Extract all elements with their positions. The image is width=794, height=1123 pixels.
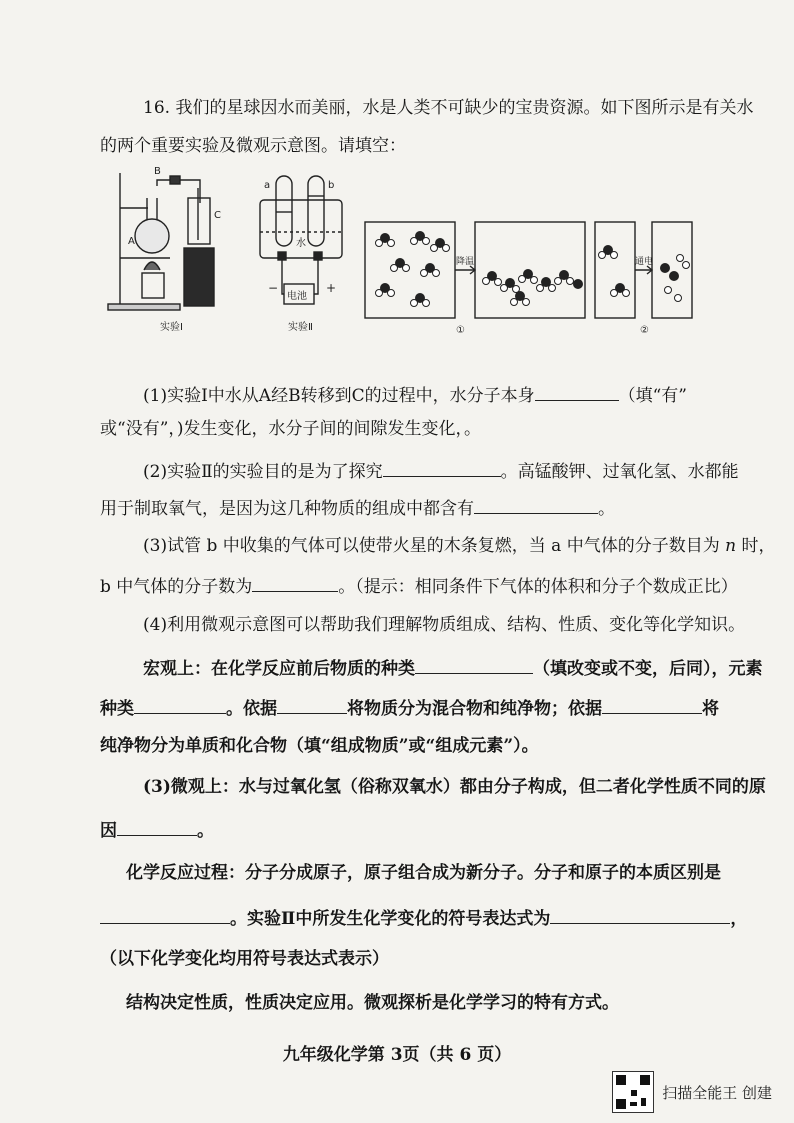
label-a: a — [264, 180, 271, 191]
macro-text-c: 种类 — [100, 699, 134, 719]
scanner-watermark — [612, 1071, 772, 1113]
label-C: C — [214, 210, 221, 221]
p2-text-a: (2)实验Ⅱ的实验目的是为了探究 — [143, 462, 383, 482]
p2-line1 — [143, 458, 739, 483]
label-b: b — [328, 180, 335, 191]
p1-text-a: (1)实验Ⅰ中水从A经B转移到C的过程中，水分子本身 — [143, 386, 535, 406]
exp1-caption: 实验Ⅰ — [160, 322, 183, 333]
p2-text-c: 用于制取氧气，是因为这几种物质的组成中都含有 — [100, 499, 474, 519]
water-molecules-box2 — [483, 269, 584, 306]
step2-label: 通电 — [635, 257, 654, 267]
page-footer: 九年级化学第 3页（共 6 页） — [282, 1045, 512, 1065]
label-B: B — [154, 166, 161, 177]
variable-n: n — [725, 536, 737, 556]
process-line1: 化学反应过程：分子分成原子，原子组合成为新分子。分子和原子的本质区别是 — [126, 863, 721, 883]
p3-text-d: 。（提示：相同条件下气体的体积和分子个数成正比） — [338, 577, 738, 597]
p3-text-c: b 中气体的分子数为 — [100, 577, 253, 597]
answer-blank-11[interactable] — [550, 905, 730, 924]
p3-line2 — [100, 573, 738, 598]
answer-blank-9[interactable] — [117, 817, 197, 836]
p2-text-d: 。 — [598, 499, 615, 519]
question-intro-line1: 16. 我们的星球因水而美丽，水是人类不可缺少的宝贵资源。如下图所示是有关水 — [143, 98, 754, 118]
process-text-b: ， — [730, 909, 748, 929]
macro-line1 — [143, 655, 763, 680]
macro-text-d: 。依据 — [226, 699, 277, 719]
minus-sign: − — [268, 281, 279, 295]
question-intro-line2: 的两个重要实验及微观示意图。请填空： — [100, 136, 406, 156]
micro-line1: (3)微观上：水与过氧化氢（俗称双氧水）都由分子构成，但二者化学性质不同的原 — [143, 777, 766, 797]
p1-text-b: （填“有” — [618, 386, 687, 406]
circle-1: ① — [456, 325, 465, 336]
answer-blank-4[interactable] — [252, 573, 338, 592]
water-molecules-box3 — [599, 245, 630, 297]
macro-line3: 纯净物分为单质和化合物（填“组成物质”或“组成元素”）。 — [100, 736, 539, 756]
answer-blank-6[interactable] — [134, 695, 226, 714]
conclusion: 结构决定性质，性质决定应用。微观探析是化学学习的特有方式。 — [126, 993, 619, 1013]
process-line2 — [100, 905, 747, 930]
gas-molecules-box4 — [660, 255, 690, 302]
experiment-diagram — [100, 158, 700, 348]
answer-blank-8[interactable] — [602, 695, 702, 714]
macro-text-e: 将物质分为混合物和纯净物；依据 — [347, 699, 602, 719]
macro-text-f: 将 — [702, 699, 719, 719]
answer-blank-7[interactable] — [277, 695, 347, 714]
answer-blank-3[interactable] — [474, 495, 598, 514]
p4-line1: (4)利用微观示意图可以帮助我们理解物质组成、结构、性质、变化等化学知识。 — [143, 615, 746, 635]
answer-blank-10[interactable] — [100, 905, 230, 924]
step1-label: 降温 — [456, 257, 475, 267]
p3-text-a: (3)试管 b 中收集的气体可以使带火星的木条复燃，当 a 中气体的分子数目为 — [143, 536, 720, 556]
p2-text-b: 。高锰酸钾、过氧化氢、水都能 — [500, 462, 739, 482]
answer-blank-2[interactable] — [383, 458, 501, 477]
p3-line1 — [143, 535, 775, 557]
p1-line2: 或“没有”，)发生变化，水分子间的间隙发生变化，。 — [100, 419, 482, 439]
exp2-caption: 实验Ⅱ — [288, 322, 313, 333]
macro-text-b: （填改变或不变，后同），元素 — [533, 659, 763, 679]
battery-label: 电池 — [287, 291, 307, 302]
answer-blank-5[interactable] — [415, 655, 533, 674]
process-line3: （以下化学变化均用符号表达式表示） — [100, 949, 389, 969]
plus-sign: + — [326, 281, 337, 295]
experiment-figure — [100, 158, 700, 348]
macro-text-a: 宏观上：在化学反应前后物质的种类 — [143, 659, 415, 679]
label-A: A — [128, 236, 135, 247]
process-text-a: 。实验Ⅱ中所发生化学变化的符号表达式为 — [230, 909, 551, 929]
macro-line2 — [100, 695, 719, 720]
p1-line1 — [143, 382, 687, 407]
water-label: 水 — [296, 238, 306, 249]
answer-blank-1[interactable] — [535, 382, 619, 401]
micro-line2 — [100, 817, 214, 842]
micro-text-a: 因 — [100, 821, 117, 841]
circle-2: ② — [640, 325, 649, 336]
micro-text-b: 。 — [197, 821, 214, 841]
scanner-text: 扫描全能王 创建 — [662, 1083, 772, 1102]
p3-text-b: 时， — [741, 536, 776, 556]
qr-code-icon — [612, 1071, 654, 1113]
water-molecules-box1 — [376, 231, 450, 307]
p2-line2 — [100, 495, 615, 520]
